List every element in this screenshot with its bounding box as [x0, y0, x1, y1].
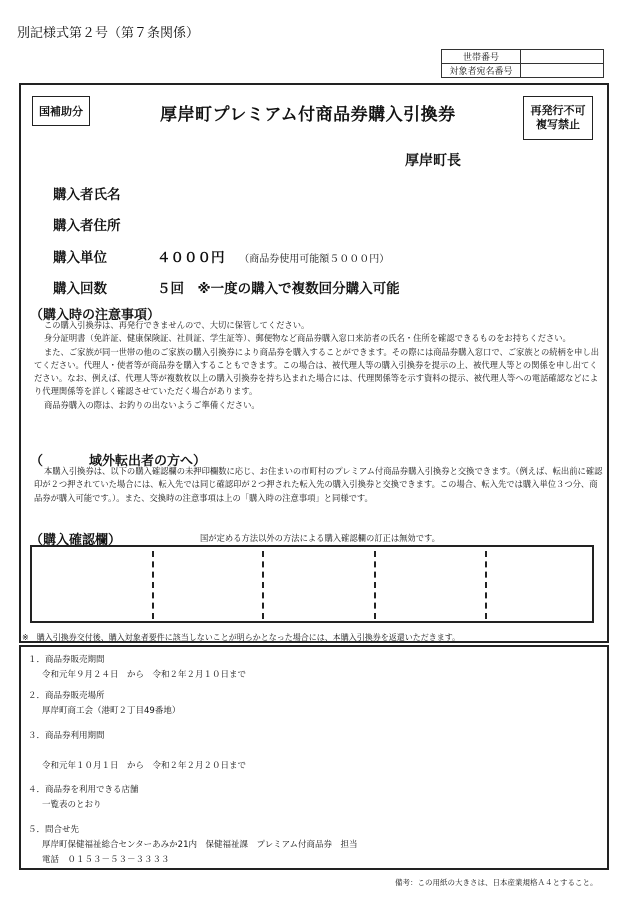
info-title: １．商品券販売期間 — [28, 655, 105, 665]
purchase-unit-note: （商品券使用可能額５０００円） — [239, 254, 390, 265]
confirmation-note: 国が定める方法以外の方法による購入確認欄の訂正は無効です。 — [200, 533, 440, 543]
no-reissue-line1: 再発行不可 — [530, 104, 586, 117]
stamp-divider — [152, 551, 154, 619]
page-title: 厚岸町プレミアム付商品券購入引換券 — [160, 105, 456, 125]
stamp-divider — [374, 551, 376, 619]
confirmation-stamp-area — [30, 545, 594, 623]
relocation-body — [34, 465, 604, 505]
subsidy-badge: 国補助分 — [32, 96, 90, 126]
form-label: 別記様式第２号（第７条関係） — [17, 26, 200, 41]
info-title: ５．問合せ先 — [28, 825, 80, 835]
notes-body — [34, 319, 604, 412]
table-row — [442, 50, 604, 64]
purchase-count-value: ５回 ※一度の購入で複数回分購入可能 — [157, 281, 400, 297]
return-footnote: ※ 購入引換券交付後、購入対象者要件に該当しないことが明らかとなった場合には、本購入引換券を返還いただきます。 — [22, 633, 461, 642]
no-reissue-badge — [523, 96, 593, 140]
info-stores — [28, 783, 139, 813]
info-contact — [28, 823, 358, 868]
info-sales-period — [28, 653, 246, 683]
purchase-unit-label: 購入単位 — [53, 250, 107, 266]
info-title: ３．商品券利用期間 — [28, 731, 105, 741]
no-reissue-line2: 複写禁止 — [536, 118, 580, 131]
relocation-heading-open: （ — [30, 454, 44, 469]
info-line: 厚岸町保健福祉総合センターあみか21内 保健福祉課 プレミアム付商品券 担当 — [42, 840, 358, 850]
notes-paragraph: この購入引換券は、再発行できませんので、大切に保管してください。 — [43, 320, 310, 330]
purchaser-name-label: 購入者氏名 — [53, 187, 121, 203]
purchaser-address-label: 購入者住所 — [53, 218, 121, 234]
info-title: ４．商品券を利用できる店舗 — [28, 785, 139, 795]
notes-heading: （購入時の注意事項） — [30, 308, 161, 323]
relocation-heading-text: 域外転出者の方へ） — [89, 454, 207, 469]
info-line: 令和元年９月２４日 から 令和２年２月１０日まで — [42, 670, 247, 680]
recipient-number-value — [521, 64, 604, 78]
info-line — [28, 744, 246, 759]
purchase-count-label: 購入回数 — [53, 281, 107, 297]
recipient-number-label: 対象者宛名番号 — [442, 64, 521, 78]
purchase-unit-value — [157, 246, 389, 266]
household-number-table — [441, 49, 604, 78]
info-title: ２．商品券販売場所 — [28, 691, 105, 701]
notes-paragraph: 商品券購入の際は、お釣りの出ないようご準備ください。 — [43, 399, 260, 410]
notes-paragraph: 身分証明書（免許証、健康保険証、社員証、学生証等）、郵便物など商品券購入窓口来訪者の氏名・住所を確認できるものをお持ちください。 — [43, 333, 571, 344]
info-line: 一覧表のとおり — [42, 800, 102, 810]
info-usage-period — [28, 729, 246, 774]
confirmation-heading: （購入確認欄） — [30, 533, 122, 548]
info-sales-location — [28, 689, 180, 719]
notes-paragraph: また、ご家族が同一世帯の他のご家族の購入引換券により商品券を購入することができます。その際には商品券購入窓口で、ご家族との続柄を申し出てください。代理人・使者等が商品券を購入することもできます。この場合は、被代理人等の購入引換券を提示の上、被代理人等との関係を申し出てください。なお、例えば、代理人等が複数枚以上の購入引換券を持ち込まれた場合には、代理関係等を示す資料の提示、被代理人等への電話確認などにより代理関係等を詳しく確認させていただく場合があります。 — [34, 346, 600, 397]
household-number-value — [521, 50, 604, 64]
info-line: 電話 ０１５３－５３－３３３３ — [42, 855, 170, 865]
stamp-divider — [485, 551, 487, 619]
issuer: 厚岸町長 — [405, 153, 461, 169]
household-number-label: 世帯番号 — [442, 50, 521, 64]
paper-size-remark: 備考：この用紙の大きさは、日本産業規格Ａ４とすること。 — [395, 878, 598, 887]
info-line: 令和元年１０月１日 から 令和２年２月２０日まで — [42, 761, 247, 771]
relocation-paragraph: 本購入引換券は、以下の購入確認欄の未押印欄数に応じ、お住まいの市町村のプレミアム付商品券購入引換券と交換できます。（例えば、転出前に確認印が２つ押されていた場合には、転入先では同じ確認印が２つ押された転入先の購入引換券と交換できます。この場合、転入先では購入単位３つ分、商品券が購入可能です。）。また、交換時の注意事項は上の「購入時の注意事項」と同様です。 — [34, 466, 603, 503]
purchase-unit-amount: ４０００円 — [157, 250, 225, 266]
info-line: 厚岸町商工会（港町２丁目49番地） — [42, 706, 181, 716]
table-row — [442, 64, 604, 78]
stamp-divider — [262, 551, 264, 619]
